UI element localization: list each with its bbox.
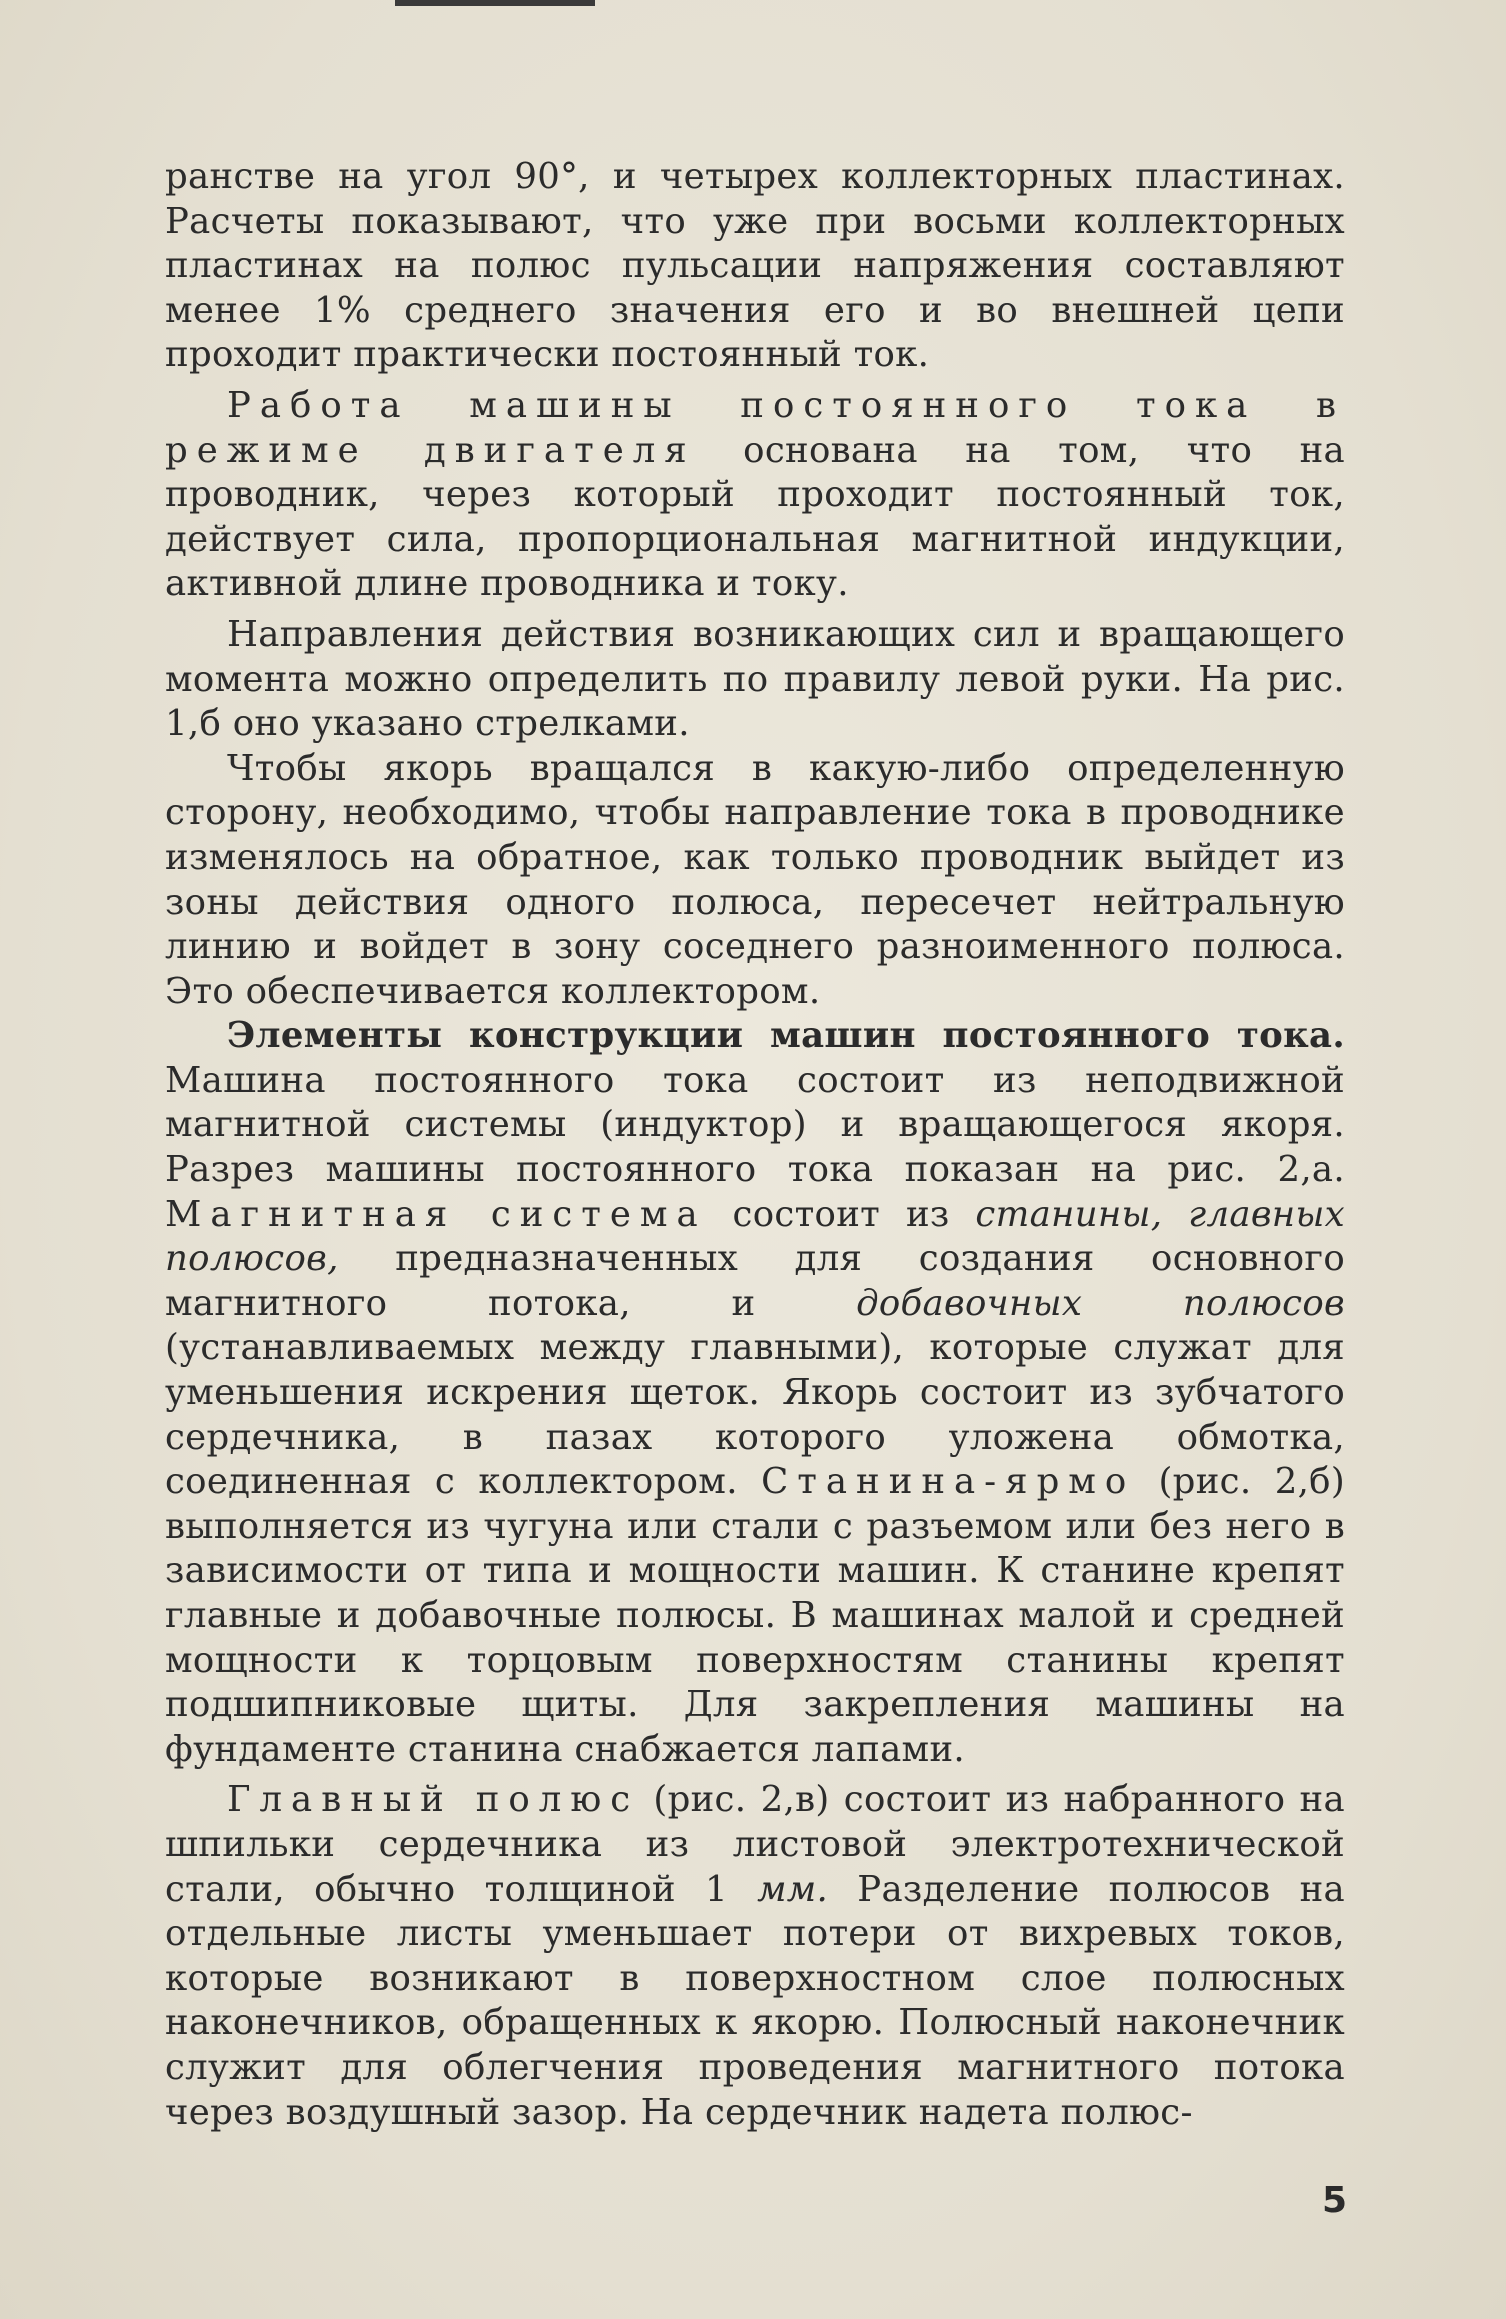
paragraph-3: Направления действия возникающих сил и вращающего момента можно определить по правилу левой руки. На рис. 1,б оно указано стрелками.	[165, 613, 1345, 745]
italic-term: станины, главных полюсов,	[165, 1193, 1345, 1280]
paragraph-5-text-1: Машина постоянного тока состоит из неподвижной магнитной системы (индуктор) и вращающегося якоря. Разрез машины постоянного тока показан на рис. 2,а.	[165, 1059, 1345, 1191]
scan-edge-mark	[395, 0, 595, 6]
paragraph-6-text-2: Разделение полюсов на отдельные листы уменьшает потери от вихревых токов, которые возникают в поверхностном слое полюсных наконечников, обращенных к якорю. Полюсный наконечник служит для облегчения проведения магнитного потока через воздушный зазор. На сердечник надета полюс-	[165, 1868, 1345, 2133]
paragraph-6-text-1: (рис. 2,в) состоит из набранного на шпильки сердечника из листовой электротехнической стали, обычно толщиной 1	[165, 1779, 1345, 1910]
italic-term: добавочных полюсов	[856, 1282, 1345, 1324]
paragraph-5-text-4: (устанавливаемых между главными), которые служат для уменьшения искрения щеток. Якорь состоит из зубчатого сердечника, в пазах которого уложена обмотка, соединенная с коллектором.	[165, 1327, 1345, 1503]
paragraph-2	[165, 384, 1345, 607]
italic-term: мм.	[757, 1868, 829, 1910]
section-heading: Элементы конструкции машин постоянного тока.	[227, 1015, 1345, 1057]
spaced-term: Станина-ярмо	[761, 1461, 1136, 1503]
paragraph-5	[165, 1014, 1345, 1772]
paragraph-4: Чтобы якорь вращался в какую-либо определенную сторону, необходимо, чтобы направление тока в проводнике изменялось на обратное, как только проводник выйдет из зоны действия одного полюса, пересечет нейтральную линию и войдет в зону соседнего разноименного полюса. Это обеспечивается коллектором.	[165, 747, 1345, 1012]
paragraph-5-text-2: состоит из	[706, 1193, 976, 1235]
body-text	[165, 155, 1345, 2135]
page-number: 5	[1322, 2180, 1348, 2221]
paragraph-5-text-3: предназначенных для создания основного магнитного потока, и	[165, 1238, 1345, 1324]
spaced-term: Главный полюс	[227, 1779, 640, 1821]
spaced-term: Работа машины постоянного тока в режиме двигателя	[165, 384, 1345, 471]
paragraph-2-text: основана на том, что на проводник, через который проходит постоянный ток, действует сила, пропорциональная магнитной индукции, активной длине проводника и току.	[165, 429, 1345, 605]
paragraph-6	[165, 1778, 1345, 2135]
spaced-term: Магнитная система	[165, 1193, 707, 1235]
paragraph-1: ранстве на угол 90°, и четырех коллекторных пластинах. Расчеты показывают, что уже при восьми коллекторных пластинах на полюс пульсации напряжения составляют менее 1% среднего значения его и во внешней цепи проходит практически постоянный ток.	[165, 156, 1345, 376]
paragraph-5-text-5: (рис. 2,б) выполняется из чугуна или стали с разъемом или без него в зависимости от типа и мощности машин. К станине крепят главные и добавочные полюсы. В машинах малой и средней мощности к торцовым поверхностям станины крепят подшипниковые щиты. Для закрепления машины на фундаменте станина снабжается лапами.	[165, 1461, 1345, 1770]
